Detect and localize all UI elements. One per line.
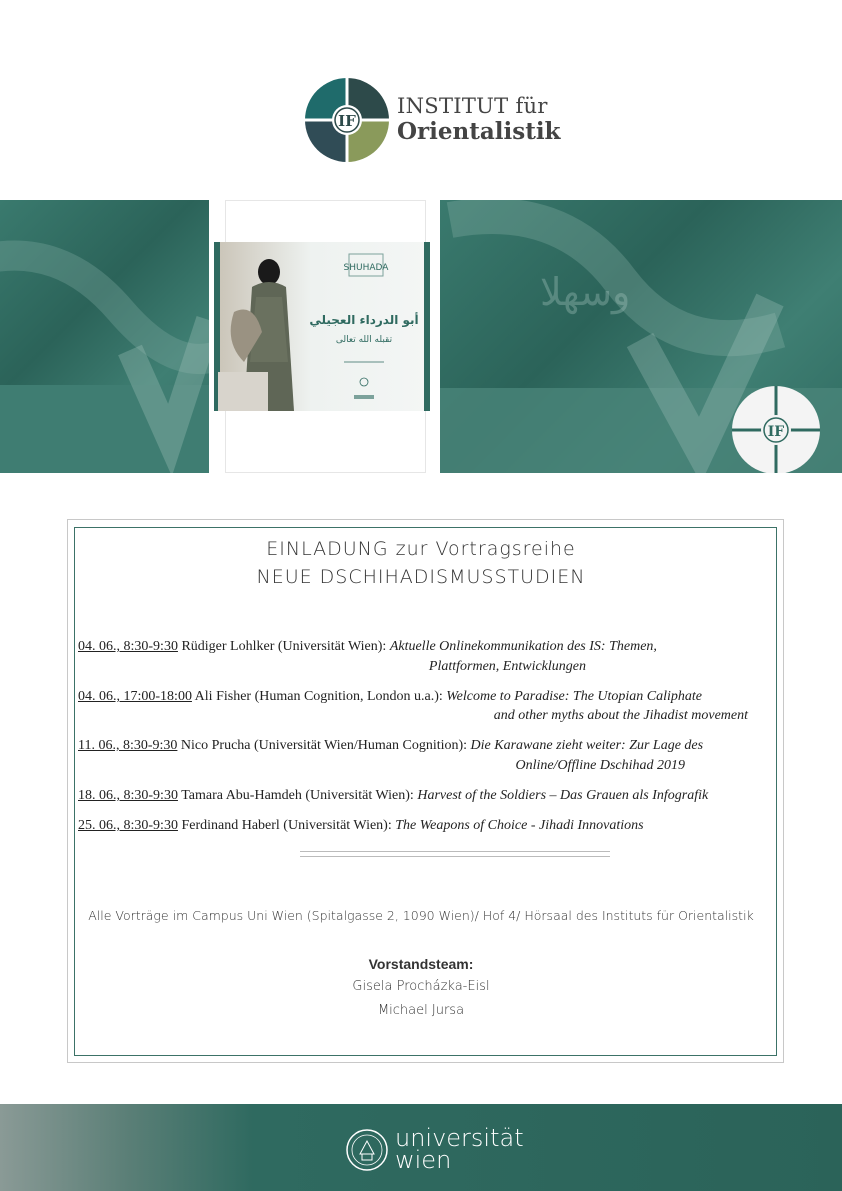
banner-watermark-text: وسهلا xyxy=(540,270,631,314)
svg-text:SHUHADA: SHUHADA xyxy=(343,263,389,273)
talk-speaker: Rüdiger Lohlker (Universität Wien): xyxy=(177,639,390,654)
talk-speaker: Ali Fisher (Human Cognition, London u.a.): xyxy=(191,689,447,704)
talk-date: 04. 06., 17:00-18:00 xyxy=(78,689,192,704)
svg-text:IF: IF xyxy=(767,424,785,440)
talk-date: 11. 06., 8:30-9:30 xyxy=(78,738,178,753)
university-name-line2: wien xyxy=(395,1146,452,1174)
board-member: Gisela Procházka-Eisl xyxy=(352,979,490,994)
talk-title-continuation: Plattformen, Entwicklungen xyxy=(428,659,586,674)
talk-item-3 xyxy=(78,738,703,754)
talk-title-continuation: and other myths about the Jihadist movement xyxy=(493,708,748,723)
talk-title: Welcome to Paradise: The Utopian Caliphate xyxy=(446,689,703,704)
photo-arabic-title: أبو الدرداء العجيلي xyxy=(309,313,419,327)
talk-item-1 xyxy=(78,639,657,655)
board-member: Michael Jursa xyxy=(377,1003,465,1018)
university-seal-icon xyxy=(345,1128,389,1172)
talk-item-5 xyxy=(78,818,644,834)
talk-item-4 xyxy=(78,788,708,804)
university-name-line1: universität xyxy=(395,1124,524,1152)
talk-date: 18. 06., 8:30-9:30 xyxy=(78,788,178,803)
institute-logo-icon xyxy=(305,78,389,162)
invitation-title-line1: EINLADUNG zur Vortragsreihe xyxy=(266,538,576,560)
talk-title: Aktuelle Onlinekommunikation des IS: Themen, xyxy=(389,639,657,654)
cover-photo xyxy=(214,242,430,411)
photo-arabic-subtitle: تقبله الله تعالى xyxy=(335,335,393,345)
svg-text:IF: IF xyxy=(338,112,356,130)
talk-title: Die Karawane zieht weiter: Zur Lage des xyxy=(470,738,704,753)
talk-speaker: Ferdinand Haberl (Universität Wien): xyxy=(177,818,396,833)
talk-title-continuation: Online/Offline Dschihad 2019 xyxy=(515,758,685,773)
logo-text-orientalistik: Orientalistik xyxy=(397,118,561,145)
banner-left-panel xyxy=(0,200,209,473)
talk-speaker: Tamara Abu-Hamdeh (Universität Wien): xyxy=(177,788,418,803)
talk-item-2 xyxy=(78,689,702,705)
talk-date: 04. 06., 8:30-9:30 xyxy=(78,639,178,654)
talk-title: Harvest of the Soldiers – Das Grauen als Infografik xyxy=(417,788,709,803)
institute-logo xyxy=(305,78,561,162)
section-divider xyxy=(300,851,610,857)
board-label: Vorstandsteam: xyxy=(368,956,474,972)
banner-right-panel xyxy=(440,200,842,473)
talk-title: The Weapons of Choice - Jihadi Innovations xyxy=(395,818,644,833)
invitation-title-line2: NEUE DSCHIHADISMUSSTUDIEN xyxy=(256,566,586,588)
banner-right-texture xyxy=(440,200,842,473)
talk-date: 25. 06., 8:30-9:30 xyxy=(78,818,178,833)
talk-speaker: Nico Prucha (Universität Wien/Human Cognition): xyxy=(177,738,471,753)
logo-text-institut: INSTITUT für xyxy=(397,94,548,118)
banner-left-texture xyxy=(0,200,209,473)
location-text: Alle Vorträge im Campus Uni Wien (Spitalgasse 2, 1090 Wien)/ Hof 4/ Hörsaal des Instituts für Orientalistik xyxy=(88,908,754,923)
